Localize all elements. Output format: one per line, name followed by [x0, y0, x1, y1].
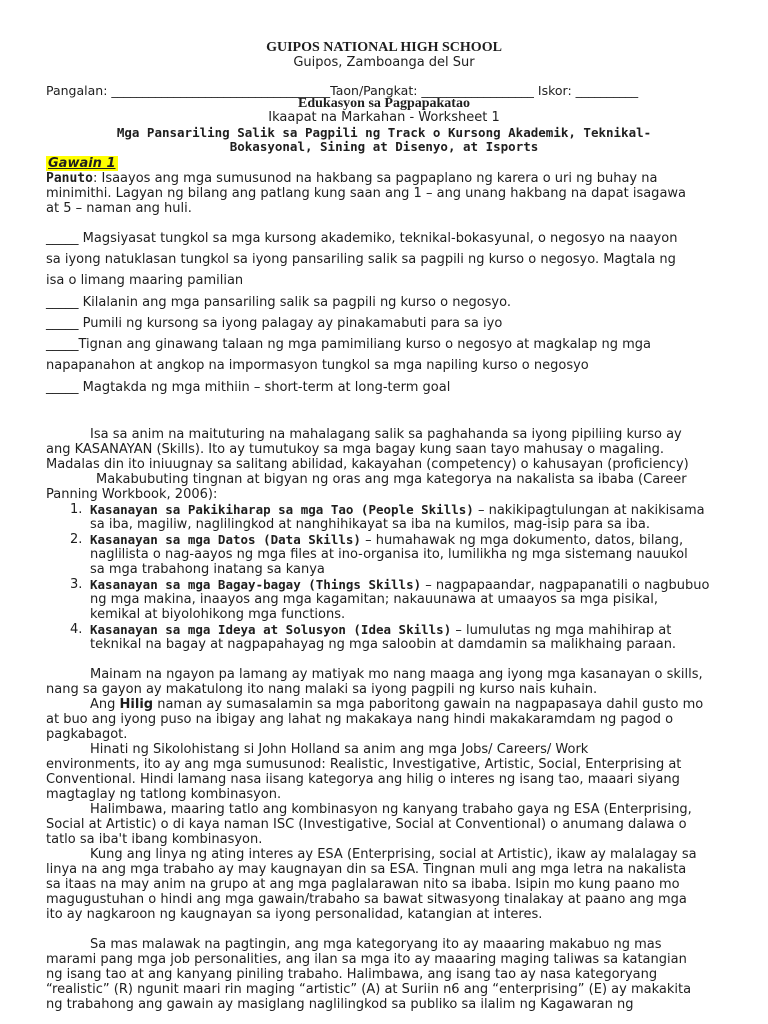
step-4-line1: _____Tignan ang ginawang talaan ng mga pamimiliang kurso o negosyo at magkalap ng mga: [46, 337, 652, 352]
school-name: GUIPOS NATIONAL HIGH SCHOOL: [266, 40, 502, 55]
p4-line1: Hinati ng Sikolohistang si John Holland sa anim ang mga Jobs/ Careers/ Work: [90, 742, 589, 757]
p3-line1: Ang Hilig naman ay sumasalamin sa mga paboritong gawain na nagpapasaya dahil gusto mo: [90, 697, 704, 712]
step-5: _____ Magtakda ng mga mithiin – short-term at long-term goal: [46, 380, 451, 395]
p7-line4: “realistic” (R) ngunit maari rin maging “artistic” (A) at Suriin n6 ang “enterprising” (E) ay makakita: [46, 982, 692, 997]
list-item-text: naglilista o nag-aayos ng mga files at ino-organisa ito, lumilikha ng mga sistemang nauukol: [90, 547, 688, 562]
panuto-text1: : Isaayos ang mga sumusunod na hakbang sa pagpaplano ng karera o uri ng buhay na: [92, 171, 658, 186]
p2-line2: nang sa gayon ay makatulong ito nang malaki sa iyong pagpili ng kurso nais kuhain.: [46, 682, 598, 697]
p1-line2: ang KASANAYAN (Skills). Ito ay tumutukoy sa mga bagay kung saan tayo mahusay o magaling.: [46, 442, 664, 457]
p1-line1: Isa sa anim na maituturing na mahalagang salik sa paghahanda sa iyong pipiliing kurso ay: [90, 427, 682, 442]
p5-line3: tatlo sa iba't ibang kombinasyon.: [46, 832, 263, 847]
activity-label-wrap: [46, 156, 118, 171]
list-item-text: kemikal at biyolohikong mga functions.: [90, 607, 346, 622]
step-1-line3: isa o limang maaring pamilian: [46, 273, 244, 288]
activity-label: Gawain 1: [48, 156, 116, 171]
topic-title-line2: Bokasyonal, Sining at Disenyo, at Isports: [229, 139, 539, 154]
subject-title: Edukasyon sa Pagpapakatao: [298, 96, 470, 111]
p6-line5: ito ay nagkaroon ng kaugnayan sa iyong personalidad, katangian at interes.: [46, 907, 543, 922]
list-item-title: Kasanayan sa Pakikiharap sa mga Tao (People Skills): [90, 502, 474, 517]
list-item-title: Kasanayan sa mga Ideya at Solusyon (Idea Skills): [90, 622, 452, 637]
p3-line2: at buo ang iyong puso na ibigay ang lahat ng makakaya nang hindi makakaramdam ng pagod o: [46, 712, 674, 727]
p3-line3: pagkabagot.: [46, 727, 128, 742]
list-item-text: sa iba, magiliw, naglilingkod at nanghihikayat sa iba na kumilos, mag-isip para sa iba.: [90, 517, 650, 532]
student-info-line: Pangalan: ___________________________________Taon/Pangkat: __________________ Iskor: __________: [46, 83, 639, 98]
worksheet-page: GUIPOS NATIONAL HIGH SCHOOL Guipos, Zamboanga del Sur Pangalan: ___________________________________Taon/Pangkat: __________________ Iskor: __________ Edukasyon sa Pagpapakatao Ikaapat na Markahan - Worksheet 1 Mga Pansariling Salik sa Pagpili ng Track o Kursong Akademik, Teknikal- Bokasyonal, Sining at Disenyo, at Isports Gawain 1 Panuto: Isaayos ang mga sumusunod na hakbang sa pagpaplano ng karera o uri ng buhay na minimithi. Lagyan ng bilang ang patlang kung saan ang 1 – ang unang hakbang na dapat isagawa at 5 – naman ang huli. _____ Magsiyasat tungkol sa mga kursong akademiko, teknikal-bokasyunal, o negosyo na naayon sa iyong natuklasan tungkol sa iyong pansariling salik sa pagpili ng kurso o negosyo. Magtala ng isa o limang maaring pamilian _____ Kilalanin ang mga pansariling salik sa pagpili ng kurso o negosyo. _____ Pumili ng kursong sa iyong palagay ay pinakamabuti para sa iyo _____Tignan ang ginawang talaan ng mga pamimiliang kurso o negosyo at magkalap ng mga napapanahon at angkop na impormasyon tungkol sa mga napiling kurso o negosyo _____ Magtakda ng mga mithiin – short-term at long-term goal Isa sa anim na maituturing na mahalagang salik sa paghahanda sa iyong pipiliing kurso ay ang KASANAYAN (Skills). Ito ay tumutukoy sa mga bagay kung saan tayo mahusay o magaling. Madalas din ito iniuugnay sa salitang abilidad, kakayahan (competency) o kahusayan (proficiency) Makabubuting tingnan at bigyan ng oras ang mga kategorya na nakalista sa ibaba (Career Panning Workbook, 2006): 1. Kasanayan sa Pakikiharap sa mga Tao (People Skills) – nakikipagtulungan at nakikisama sa iba, magiliw, naglilingkod at nanghihikayat sa iba na kumilos, mag-isip para sa iba. 2. Kasanayan sa mga Datos (Data Skills) – humahawak ng mga dokumento, datos, bilang, naglilista o nag-aayos ng mga files at ino-organisa ito, lumilikha ng mga sistemang nauukol sa mga trabahong inatang sa kanya 3. Kasanayan sa mga Bagay-bagay (Things Skills) – nagpapaandar, nagpapanatili o nagbubuo ng mga makina, inaayos ang mga kagamitan; nakauunawa at umaayos sa mga pisikal, kemikal at biyolohikong mga functions. 4. Kasanayan sa mga Ideya at Solusyon (Idea Skills) – lumulutas ng mga mahihirap at teknikal na bagay at nagpapahayag ng mga saloobin at damdamin sa malikhaing paraan. Mainam na ngayon pa lamang ay matiyak mo nang maaga ang iyong mga kasanayan o skills, nang sa gayon ay makatulong ito nang malaki sa iyong pagpili ng kurso nais kuhain. Ang Hilig naman ay sumasalamin sa mga paboritong gawain na nagpapasaya dahil gusto mo at buo ang iyong puso na ibigay ang lahat ng makakaya nang hindi makakaramdam ng pagod o pagkabagot. Hinati ng Sikolohistang si John Holland sa anim ang mga Jobs/ Careers/ Work environments, ito ay ang mga sumusunod: Realistic, Investigative, Artistic, Social, Enterprising at Conventional. Hindi lamang nasa iisang kategorya ang hilig o interes ng isang tao, maaari siyang magtaglay ng tatlong kombinasyon. Halimbawa, maaring tatlo ang kombinasyon ng kanyang trabaho gaya ng ESA (Enterprising, Social at Artistic) o di kaya naman ISC (Investigative, Social at Conventional) o anumang dalawa o tatlo sa iba't ibang kombinasyon. Kung ang linya ng ating interes ay ESA (Enterprising, social at Artistic), ikaw ay malalagay sa linya na ang mga trabaho ay may kaugnayan din sa ESA. Tingnan muli ang mga letra na nakalista sa itaas na may anim na grupo at ang mga paglalarawan nito sa ibaba. Isipin mo kung paano mo magugustuhan o hindi ang mga gawain/trabaho sa bawat sitwasyong tinalakay at paano ang mga ito ay nagkaroon ng kaugnayan sa iyong personalidad, katangian at interes. Sa mas malawak na pagtingin, ang mga kategoryang ito ay maaaring makabuo ng mas marami pang mga job personalities, ang ilan sa mga ito ay maaaring maging taliwas sa katangian ng isang tao at ang kanyang piniling trabaho. Halimbawa, ang isang tao ay nasa kategoryang “realistic” (R) ngunit maari rin maging “artistic” (A) at Suriin n6 ang “enterprising” (E) ay makakita ng trabahong ang gawain ay masiglang naglilingkod sa publiko sa ilalim ng Kagawaran ng: [0, 0, 768, 1024]
panuto-line3: at 5 – naman ang huli.: [46, 201, 192, 216]
list-item-text: – lumulutas ng mga mahihirap at: [451, 623, 672, 638]
list-item-text: – nakikipagtulungan at nakikisama: [473, 503, 705, 518]
p1-line3: Madalas din ito iniuugnay sa salitang abilidad, kakayahan (competency) o kahusayan (proficiency): [46, 457, 689, 472]
p6-line3: sa itaas na may anim na grupo at ang mga paglalarawan nito sa ibaba. Isipin mo kung paano mo: [46, 877, 680, 892]
p6-line2: linya na ang mga trabaho ay may kaugnayan din sa ESA. Tingnan muli ang mga letra na nakalista: [46, 862, 687, 877]
p4-line3: Conventional. Hindi lamang nasa iisang kategorya ang hilig o interes ng isang tao, maaari siyang: [46, 772, 680, 787]
step-3: _____ Pumili ng kursong sa iyong palagay ay pinakamabuti para sa iyo: [46, 316, 503, 331]
panuto-label: Panuto: [46, 171, 93, 186]
step-1-line1: _____ Magsiyasat tungkol sa mga kursong akademiko, teknikal-bokasyunal, o negosyo na naayon: [46, 231, 678, 246]
list-item-text: sa mga trabahong inatang sa kanya: [90, 562, 325, 577]
p7-line5: ng trabahong ang gawain ay masiglang naglilingkod sa publiko sa ilalim ng Kagawaran ng: [46, 997, 634, 1012]
list-item-title: Kasanayan sa mga Datos (Data Skills): [90, 532, 361, 547]
step-1-line2: sa iyong natuklasan tungkol sa iyong pansariling salik sa pagpili ng kurso o negosyo. Magtala ng: [46, 252, 676, 267]
panuto-line1: [46, 171, 657, 186]
step-4-line2: napapanahon at angkop na impormasyon tungkol sa mga napiling kurso o negosyo: [46, 358, 589, 373]
p2-line1: Mainam na ngayon pa lamang ay matiyak mo nang maaga ang iyong mga kasanayan o skills,: [90, 667, 703, 682]
p5-line1: Halimbawa, maaring tatlo ang kombinasyon ng kanyang trabaho gaya ng ESA (Enterprising,: [90, 802, 692, 817]
p5-line2: Social at Artistic) o di kaya naman ISC (Investigative, Social at Conventional) o anumang dalawa o: [46, 817, 687, 832]
topic-title-line1: Mga Pansariling Salik sa Pagpili ng Track o Kursong Akademik, Teknikal-: [116, 125, 652, 140]
p7-line2: marami pang mga job personalities, ang ilan sa mga ito ay maaaring maging taliwas sa katangian: [46, 952, 687, 967]
hilig-term: Hilig: [119, 697, 154, 712]
list-item-title: Kasanayan sa mga Bagay-bagay (Things Skills): [90, 577, 422, 592]
p7-line1: Sa mas malawak na pagtingin, ang mga kategoryang ito ay maaaring makabuo ng mas: [90, 937, 662, 952]
list-item-text: ng mga makina, inaayos ang mga kagamitan; nakauunawa at umaayos sa mga pisikal,: [90, 592, 659, 607]
school-location: Guipos, Zamboanga del Sur: [293, 55, 475, 70]
p4-line2: environments, ito ay ang mga sumusunod: Realistic, Investigative, Artistic, Social, Enterprising at: [46, 757, 682, 772]
p1-line4: Makabubuting tingnan at bigyan ng oras ang mga kategorya na nakalista sa ibaba (Career: [96, 472, 687, 487]
p6-line4: magugustuhan o hindi ang mga gawain/trabaho sa bawat sitwasyong tinalakay at paano ang mga: [46, 892, 687, 907]
p7-line3: ng isang tao at ang kanyang piniling trabaho. Halimbawa, ang isang tao ay nasa kategoryang: [46, 967, 658, 982]
step-2: _____ Kilalanin ang mga pansariling salik sa pagpili ng kurso o negosyo.: [46, 295, 511, 310]
list-item-text: teknikal na bagay at nagpapahayag ng mga saloobin at damdamin sa malikhaing paraan.: [90, 637, 677, 652]
list-item-text: – nagpapaandar, nagpapanatili o nagbubuo: [421, 578, 710, 593]
list-item-text: – humahawak ng mga dokumento, datos, bilang,: [360, 533, 684, 548]
p1-line5: Panning Workbook, 2006):: [46, 487, 218, 502]
p4-line4: magtaglay ng tatlong kombinasyon.: [46, 787, 282, 802]
quarter-title: Ikaapat na Markahan - Worksheet 1: [268, 110, 500, 125]
p6-line1: Kung ang linya ng ating interes ay ESA (Enterprising, social at Artistic), ikaw ay malalagay sa: [90, 847, 697, 862]
panuto-line2: minimithi. Lagyan ng bilang ang patlang kung saan ang 1 – ang unang hakbang na dapat isagawa: [46, 186, 687, 201]
